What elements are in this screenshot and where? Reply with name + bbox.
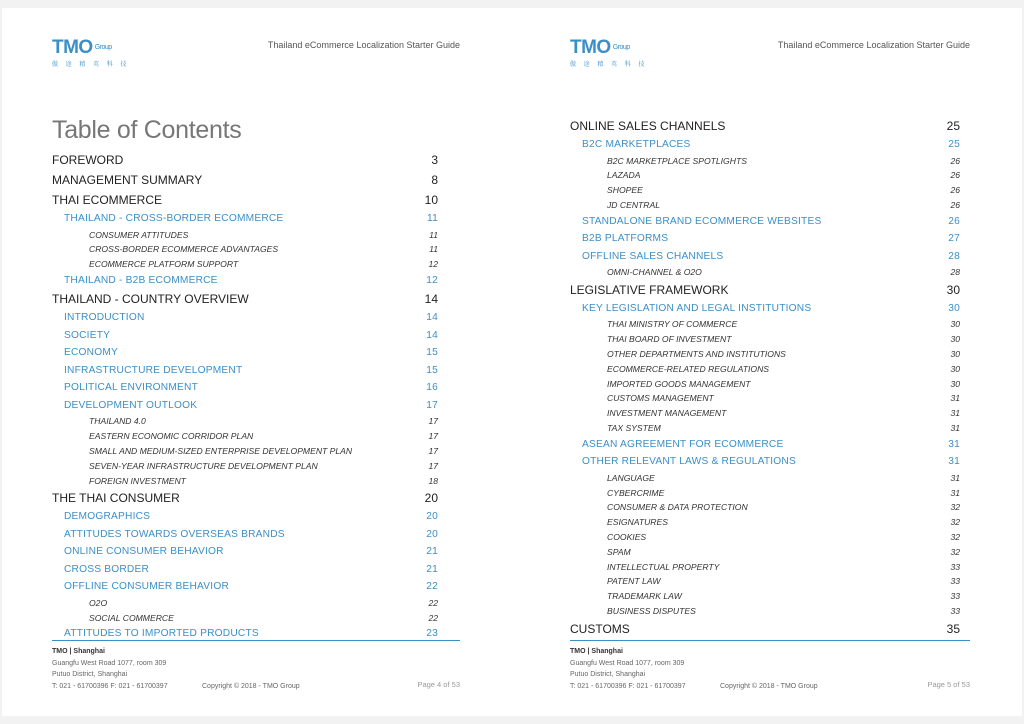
footer-company: TMO | Shanghai [570, 648, 623, 655]
toc-entry-label: IMPORTED GOODS MANAGEMENT [607, 378, 751, 389]
toc-entry-label: CONSUMER & DATA PROTECTION [607, 502, 748, 513]
header-doc-title: Thailand eCommerce Localization Starter Guide [777, 40, 970, 50]
toc-entry-label: ESIGNATURES [607, 517, 668, 528]
toc-entry-level-3[interactable] [52, 228, 438, 243]
toc-entry-label: THAILAND - CROSS-BORDER ECOMMERCE [64, 213, 284, 224]
toc-heading: Table of Contents [52, 116, 242, 144]
toc-entry-page: 17 [426, 399, 438, 411]
toc-entry-page: 17 [428, 416, 438, 427]
toc-entry-label: DEVELOPMENT OUTLOOK [64, 399, 198, 411]
toc-entry-page: 16 [426, 382, 438, 394]
logo-text: TMO [52, 37, 93, 58]
toc-entry-level-3[interactable] [570, 332, 960, 347]
toc-entry-page: 11 [427, 213, 438, 224]
toc-entry-level-3[interactable] [52, 242, 438, 257]
page-number: Page 4 of 53 [417, 680, 460, 689]
toc-entry-level-1[interactable] [52, 488, 438, 508]
toc-entry-page: 15 [426, 364, 438, 376]
toc-entry-level-3[interactable] [570, 317, 960, 332]
toc-entry-page: 26 [950, 170, 960, 181]
toc-entry-label: ONLINE CONSUMER BEHAVIOR [64, 546, 224, 558]
toc-entry-level-2[interactable] [52, 327, 438, 345]
toc-entry-level-2[interactable] [52, 210, 438, 228]
toc-entry-page: 30 [950, 378, 960, 389]
toc-entry-label: POLITICAL ENVIRONMENT [64, 382, 199, 394]
toc-entry-level-3[interactable] [570, 604, 960, 619]
toc-entry-level-2[interactable] [52, 344, 438, 362]
toc-entry-page: 28 [948, 250, 960, 262]
toc-entry-level-2[interactable] [52, 578, 438, 596]
toc-entry-level-2[interactable] [52, 397, 438, 415]
footer-phone: T: 021 - 61700396 F: 021 - 61700397 [570, 682, 686, 690]
toc-entry-page: 22 [426, 581, 438, 593]
toc-entry-label: THAI ECOMMERCE [52, 193, 163, 207]
toc-entry-level-1[interactable] [52, 170, 438, 190]
toc-entry-label: INFRASTRUCTURE DEVELOPMENT [64, 364, 243, 376]
toc-entry-level-1[interactable] [52, 190, 438, 210]
toc-entry-page: 14 [426, 329, 438, 341]
toc-entry-label: THAILAND 4.0 [89, 416, 146, 427]
toc-entry-level-3[interactable] [570, 406, 960, 421]
header-doc-title: Thailand eCommerce Localization Starter Guide [267, 40, 460, 50]
toc-entry-label: INVESTMENT MANAGEMENT [607, 408, 727, 419]
footer-address [570, 646, 818, 692]
toc-entry-level-3[interactable] [570, 421, 960, 436]
logo-group-text: Group [94, 44, 112, 51]
toc-entry-page: 23 [426, 628, 438, 640]
toc-entry-page: 20 [424, 491, 438, 506]
toc-entry-label: OMNI-CHANNEL & O2O [607, 267, 702, 278]
toc-entry-level-3[interactable] [570, 347, 960, 362]
toc-entry-label: O2O [89, 597, 108, 608]
toc-entry-page: 30 [950, 334, 960, 345]
toc-entry-label: SOCIETY [64, 329, 111, 341]
toc-entry-page: 35 [946, 621, 960, 636]
footer-copyright: Copyright © 2018 - TMO Group [720, 682, 818, 690]
toc-entry-label: KEY LEGISLATION AND LEGAL INSTITUTIONS [582, 302, 812, 314]
toc-entry-level-2[interactable] [52, 561, 438, 579]
toc-entry-page: 31 [948, 456, 960, 468]
toc-entry-label: OFFLINE CONSUMER BEHAVIOR [64, 581, 229, 593]
toc-list-left [52, 150, 438, 643]
toc-entry-label: B2C MARKETPLACE SPOTLIGHTS [607, 155, 747, 166]
toc-entry-label: ASEAN AGREEMENT FOR ECOMMERCE [582, 438, 784, 450]
footer-company: TMO | Shanghai [52, 648, 105, 655]
toc-entry-level-3[interactable] [570, 589, 960, 604]
toc-entry-page: 32 [950, 502, 960, 513]
toc-entry-label: COOKIES [607, 532, 647, 543]
toc-entry-label: TAX SYSTEM [607, 423, 661, 434]
toc-entry-level-2[interactable] [52, 362, 438, 380]
toc-entry-label: ECOMMERCE-RELATED REGULATIONS [607, 363, 770, 374]
toc-entry-page: 30 [950, 319, 960, 330]
toc-entry-label: STANDALONE BRAND ECOMMERCE WEBSITES [582, 215, 822, 227]
toc-entry-page: 14 [426, 312, 438, 324]
toc-entry-level-2[interactable] [570, 136, 960, 154]
toc-entry-page: 10 [424, 193, 438, 207]
toc-entry-level-2[interactable] [570, 300, 960, 318]
toc-entry-page: 30 [948, 302, 960, 314]
toc-entry-page: 31 [950, 408, 960, 419]
toc-entry-label: DEMOGRAPHICS [64, 511, 151, 523]
logo-subtitle: 傲 途 精 英 科 技 [570, 62, 648, 68]
toc-entry-level-3[interactable] [570, 560, 960, 575]
toc-entry-page: 26 [950, 185, 960, 196]
toc-entry-level-3[interactable] [570, 515, 960, 530]
toc-entry-level-3[interactable] [52, 474, 438, 489]
toc-entry-label: ONLINE SALES CHANNELS [570, 119, 726, 133]
toc-entry-level-1[interactable] [52, 150, 438, 170]
toc-entry-level-1[interactable] [570, 619, 960, 639]
toc-entry-label: THAI MINISTRY OF COMMERCE [607, 319, 738, 330]
toc-entry-level-3[interactable] [570, 265, 960, 280]
toc-entry-page: 25 [946, 119, 960, 133]
toc-entry-label: SEVEN-YEAR INFRASTRUCTURE DEVELOPMENT PLAN [89, 460, 318, 471]
toc-entry-page: 28 [950, 267, 960, 278]
toc-entry-level-3[interactable] [570, 530, 960, 545]
toc-entry-label: CYBERCRIME [607, 487, 665, 498]
toc-entry-page: 8 [431, 173, 438, 187]
toc-entry-level-2[interactable] [52, 543, 438, 561]
toc-entry-page: 17 [428, 460, 438, 471]
toc-entry-label: OTHER DEPARTMENTS AND INSTITUTIONS [607, 349, 786, 360]
toc-entry-level-3[interactable] [52, 414, 438, 429]
toc-entry-level-3[interactable] [570, 574, 960, 589]
toc-entry-level-3[interactable] [570, 362, 960, 377]
toc-entry-level-3[interactable] [570, 391, 960, 406]
toc-entry-label: THAILAND - B2B ECOMMERCE [64, 274, 218, 286]
toc-entry-label: SHOPEE [607, 185, 643, 196]
toc-entry-level-3[interactable] [52, 596, 438, 611]
toc-entry-label: CROSS-BORDER ECOMMERCE ADVANTAGES [89, 244, 279, 255]
toc-entry-level-2[interactable] [52, 526, 438, 544]
toc-entry-level-1[interactable] [52, 289, 438, 309]
toc-entry-label: ATTITUDES TOWARDS OVERSEAS BRANDS [64, 528, 285, 540]
toc-entry-page: 3 [431, 153, 438, 167]
toc-entry-page: 32 [950, 517, 960, 528]
toc-entry-level-2[interactable] [52, 508, 438, 526]
toc-entry-page: 17 [428, 445, 438, 456]
toc-entry-page: 26 [950, 155, 960, 166]
toc-entry-page: 14 [424, 292, 438, 307]
toc-entry-page: 31 [950, 393, 960, 404]
toc-entry-level-3[interactable] [570, 545, 960, 560]
toc-entry-level-2[interactable] [52, 272, 438, 290]
toc-entry-label: ECONOMY [64, 347, 119, 359]
tmo-logo [570, 38, 647, 68]
toc-entry-label: OTHER RELEVANT LAWS & REGULATIONS [582, 456, 796, 468]
toc-entry-level-2[interactable] [52, 379, 438, 397]
toc-entry-page: 32 [950, 532, 960, 543]
toc-entry-level-3[interactable] [570, 154, 960, 169]
toc-entry-level-1[interactable] [570, 280, 960, 300]
tmo-logo [52, 38, 129, 68]
toc-entry-level-2[interactable] [570, 453, 960, 471]
logo-group-text: Group [612, 44, 630, 51]
toc-entry-label: ECOMMERCE PLATFORM SUPPORT [89, 259, 239, 270]
toc-entry-label: FOREIGN INVESTMENT [89, 475, 186, 486]
toc-entry-label: CROSS BORDER [64, 563, 150, 575]
toc-entry-label: PATENT LAW [607, 576, 661, 587]
page-5 [512, 8, 1022, 716]
footer-divider [52, 640, 460, 641]
toc-entry-page: 20 [426, 528, 438, 540]
footer-address-line-2: Putuo District, Shanghai [52, 671, 128, 678]
toc-entry-level-2[interactable] [570, 436, 960, 454]
toc-entry-level-3[interactable] [570, 183, 960, 198]
toc-entry-level-3[interactable] [570, 168, 960, 183]
toc-entry-label: BUSINESS DISPUTES [607, 606, 696, 617]
toc-entry-label: SPAM [607, 546, 631, 557]
toc-entry-page: 22 [428, 612, 438, 623]
footer-copyright: Copyright © 2018 - TMO Group [202, 682, 300, 690]
toc-entry-page: 30 [950, 349, 960, 360]
toc-entry-page: 12 [426, 274, 438, 286]
toc-entry-label: INTELLECTUAL PROPERTY [607, 561, 720, 572]
toc-entry-label: THE THAI CONSUMER [52, 491, 180, 506]
toc-entry-page: 17 [428, 431, 438, 442]
page-number: Page 5 of 53 [927, 680, 970, 689]
toc-entry-page: 30 [946, 282, 960, 297]
toc-entry-page: 30 [950, 363, 960, 374]
toc-entry-level-3[interactable] [570, 377, 960, 392]
toc-entry-level-2[interactable] [570, 230, 960, 248]
footer-address-line-2: Putuo District, Shanghai [570, 671, 646, 678]
footer-address [52, 646, 300, 692]
toc-entry-page: 18 [428, 475, 438, 486]
toc-entry-level-3[interactable] [52, 257, 438, 272]
toc-entry-label: B2B PLATFORMS [582, 233, 669, 245]
toc-entry-page: 32 [950, 546, 960, 557]
toc-entry-page: 22 [428, 597, 438, 608]
page-4 [2, 8, 512, 716]
toc-entry-page: 12 [428, 259, 438, 270]
toc-entry-label: FOREWORD [52, 153, 124, 167]
toc-entry-page: 21 [426, 563, 438, 575]
toc-entry-label: LEGISLATIVE FRAMEWORK [570, 282, 729, 297]
toc-entry-level-3[interactable] [52, 429, 438, 444]
logo-text: TMO [570, 37, 611, 58]
toc-entry-label: CUSTOMS MANAGEMENT [607, 393, 714, 404]
toc-entry-level-3[interactable] [570, 486, 960, 501]
toc-entry-label: THAILAND - COUNTRY OVERVIEW [52, 292, 249, 307]
toc-entry-label: CONSUMER ATTITUDES [89, 229, 189, 240]
toc-entry-label: CUSTOMS [570, 621, 630, 636]
toc-entry-page: 15 [426, 347, 438, 359]
toc-entry-page: 26 [948, 215, 960, 227]
toc-entry-page: 26 [950, 199, 960, 210]
toc-entry-page: 25 [948, 139, 960, 150]
toc-entry-label: LANGUAGE [607, 472, 655, 483]
logo-subtitle: 傲 途 精 英 科 技 [52, 62, 130, 68]
footer-divider [570, 640, 970, 641]
toc-entry-page: 20 [426, 511, 438, 523]
toc-entry-level-2[interactable] [570, 248, 960, 266]
toc-entry-label: SOCIAL COMMERCE [89, 612, 174, 623]
toc-entry-label: B2C MARKETPLACES [582, 139, 691, 150]
toc-entry-label: OFFLINE SALES CHANNELS [582, 250, 724, 262]
toc-entry-page: 11 [429, 244, 438, 255]
toc-entry-level-3[interactable] [52, 444, 438, 459]
toc-entry-page: 11 [429, 229, 438, 240]
toc-entry-level-3[interactable] [570, 500, 960, 515]
toc-entry-label: SMALL AND MEDIUM-SIZED ENTERPRISE DEVELOPMENT PLAN [89, 445, 353, 456]
footer-address-line-1: Guangfu West Road 1077, room 309 [52, 659, 167, 667]
toc-entry-label: JD CENTRAL [607, 199, 661, 210]
toc-entry-page: 33 [950, 576, 960, 587]
toc-entry-page: 33 [950, 606, 960, 617]
toc-entry-page: 31 [950, 472, 960, 483]
toc-entry-label: TRADEMARK LAW [607, 591, 682, 602]
toc-entry-level-2[interactable] [570, 213, 960, 231]
toc-entry-level-3[interactable] [570, 198, 960, 213]
toc-entry-label: EASTERN ECONOMIC CORRIDOR PLAN [89, 431, 254, 442]
toc-entry-page: 27 [948, 233, 960, 245]
toc-entry-level-3[interactable] [570, 471, 960, 486]
toc-entry-page: 31 [948, 438, 960, 450]
footer-address-line-1: Guangfu West Road 1077, room 309 [570, 659, 685, 667]
toc-entry-page: 31 [950, 423, 960, 434]
toc-entry-level-2[interactable] [52, 309, 438, 327]
toc-entry-label: LAZADA [607, 170, 641, 181]
toc-list-right [570, 116, 960, 639]
toc-entry-label: ATTITUDES TO IMPORTED PRODUCTS [64, 628, 259, 640]
toc-entry-label: MANAGEMENT SUMMARY [52, 173, 203, 187]
toc-entry-page: 33 [950, 591, 960, 602]
toc-entry-page: 21 [426, 546, 438, 558]
toc-entry-label: INTRODUCTION [64, 312, 145, 324]
toc-entry-label: THAI BOARD OF INVESTMENT [607, 334, 732, 345]
toc-entry-level-1[interactable] [570, 116, 960, 136]
toc-entry-page: 31 [950, 487, 960, 498]
toc-entry-page: 33 [950, 561, 960, 572]
footer-phone: T: 021 - 61700396 F: 021 - 61700397 [52, 682, 168, 690]
toc-entry-level-3[interactable] [52, 611, 438, 626]
toc-entry-level-3[interactable] [52, 459, 438, 474]
